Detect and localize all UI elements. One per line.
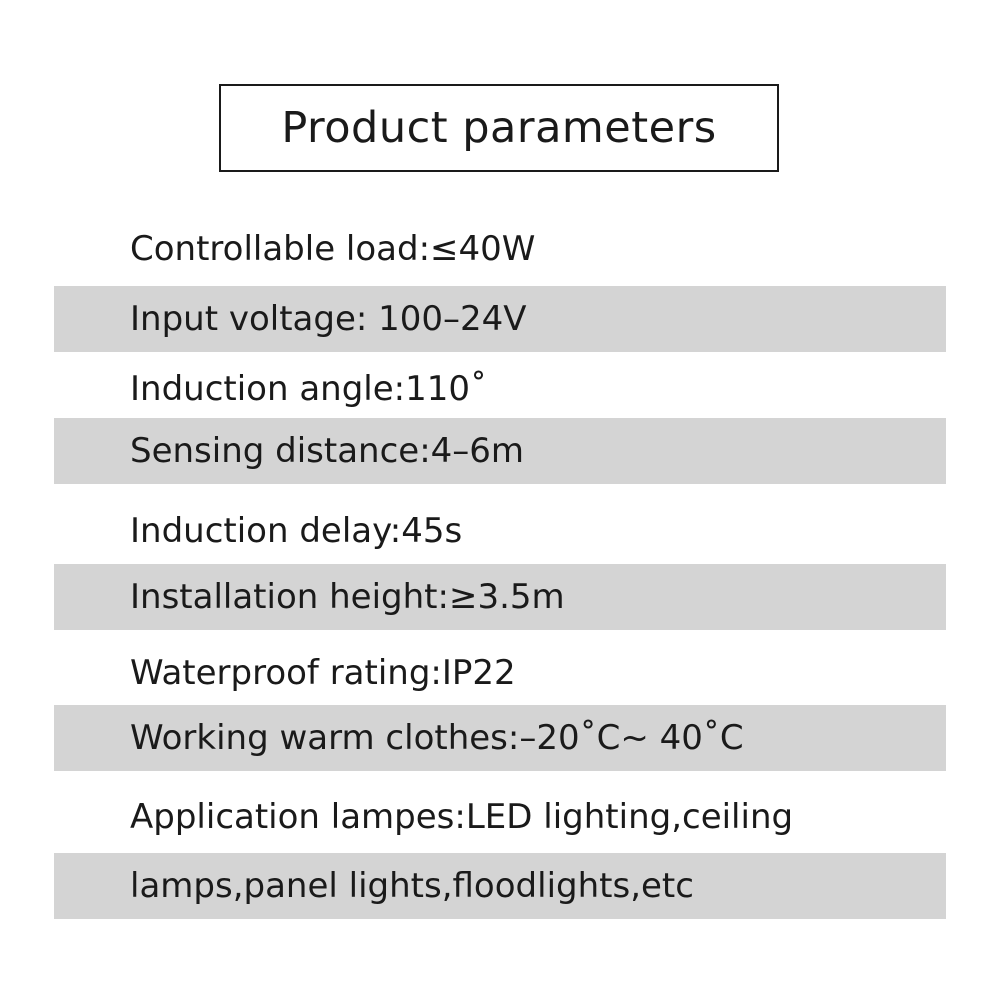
param-row-installation-height (54, 564, 946, 630)
param-row-input-voltage (54, 286, 946, 352)
param-text: Induction angle:110˚ (130, 369, 488, 409)
param-row-induction-delay (54, 498, 946, 564)
param-text: Input voltage: 100–24V (130, 299, 527, 339)
param-text: Installation height:≥3.5m (130, 577, 565, 617)
param-row-sensing-distance (54, 418, 946, 484)
param-text: Working warm clothes:–20˚C~ 40˚C (130, 718, 744, 758)
param-row-application (54, 784, 946, 850)
param-text: Waterproof rating:IP22 (130, 653, 516, 693)
param-row-working-temperature (54, 705, 946, 771)
param-row-waterproof-rating (54, 640, 946, 706)
param-row-controllable-load (54, 216, 946, 282)
param-row-induction-angle (54, 356, 946, 422)
param-text: Induction delay:45s (130, 511, 463, 551)
param-text: Sensing distance:4–6m (130, 431, 525, 471)
param-row-application-continued (54, 853, 946, 919)
param-text: Controllable load:≤40W (130, 229, 536, 269)
title-box (219, 84, 779, 172)
param-text: Application lampes:LED lighting,ceiling (130, 797, 794, 837)
page-title: Product parameters (281, 103, 717, 153)
param-text: lamps,panel lights,floodlights,etc (130, 866, 694, 906)
